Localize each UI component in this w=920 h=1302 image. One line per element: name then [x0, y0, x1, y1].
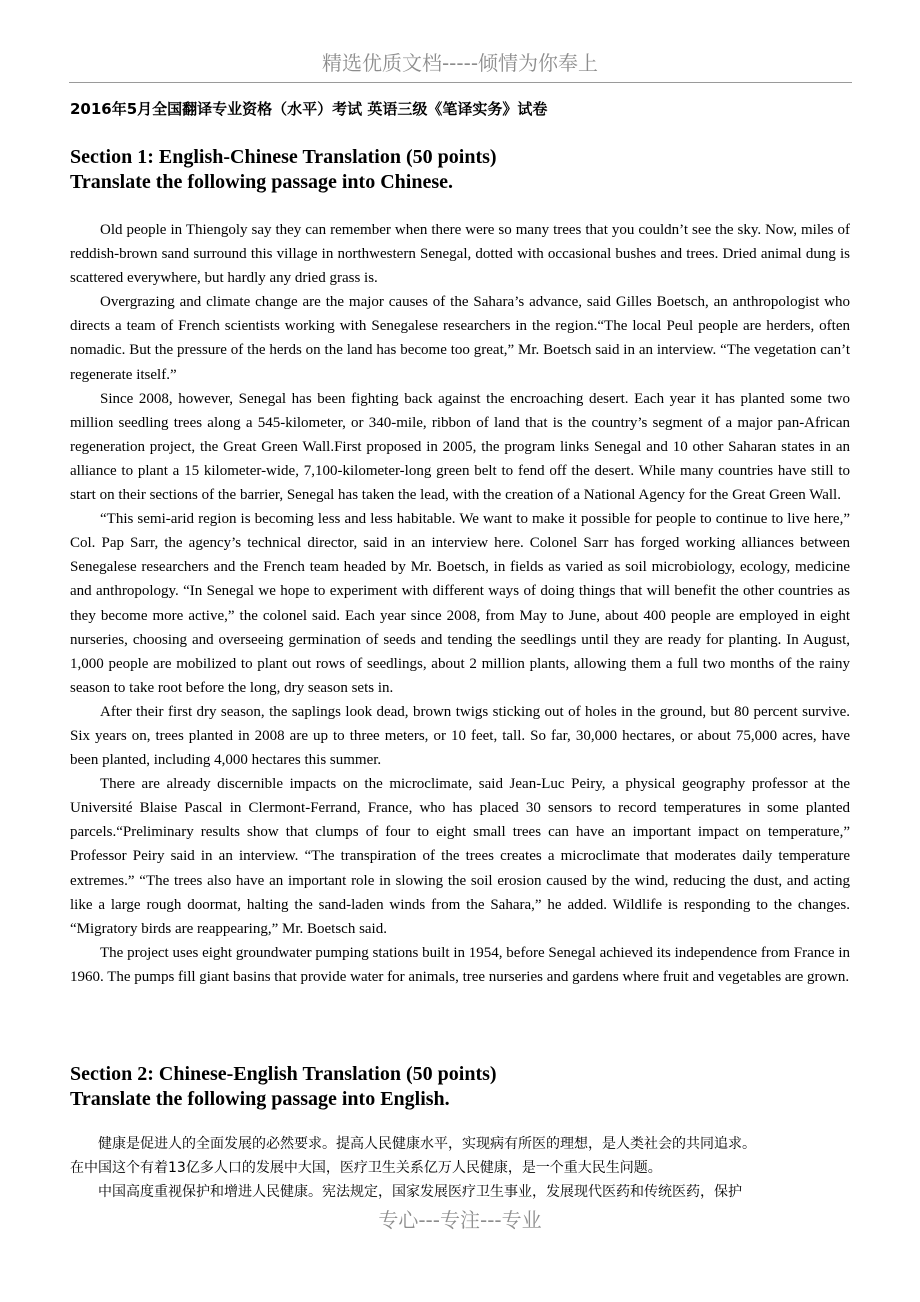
paragraph: Since 2008, however, Senegal has been fighting back against the encroaching desert. Each year it has planted some two million seedling trees along a 545-kilometer, or 340-mile, ribbon of land that is the country’s segment of a major pan-African regeneration project, the Great Green Wall.First proposed in 2005, the program links Senegal and 10 other Saharan states in an alliance to plant a 15 kilometer-wide, 7,100-kilometer-long green belt to fend off the desert. While many countries have still to start on their sections of the barrier, Senegal has taken the lead, with the creation of a National Agency for the Great Green Wall. — [70, 390, 850, 504]
paragraph: After their first dry season, the saplings look dead, brown twigs sticking out of holes in the ground, but 80 percent survive. Six years on, trees planted in 2008 are up to three meters, or 10 feet, tall. So far, 30,000 hectares, or about 75,000 acres, have been planted, including 4,000 hectares this summer. — [70, 703, 850, 769]
section-2-heading: Section 2: Chinese-English Translation (50 points) — [70, 1063, 497, 1085]
header-divider — [69, 82, 852, 83]
document-title: 2016年5月全国翻译专业资格（水平）考试 英语三级《笔译实务》试卷 — [70, 100, 548, 118]
section-1-passage — [70, 218, 850, 989]
paragraph: The project uses eight groundwater pumping stations built in 1954, before Senegal achieved its independence from France in 1960. The pumps fill giant basins that provide water for animals, tree nurseries and gardens where fruit and vegetables are grown. — [70, 944, 850, 985]
page-header: 精选优质文档-----倾情为你奉上 — [321, 51, 599, 75]
paragraph: Old people in Thiengoly say they can remember when there were so many trees that you couldn’t see the sky. Now, miles of reddish-brown sand surround this village in northwestern Senegal, dotted with occasional bushes and trees. Dried animal dung is scattered everywhere, but hardly any dried grass is. — [70, 222, 850, 287]
section-2-heading-block — [70, 1062, 860, 1112]
section-1-heading: Section 1: English-Chinese Translation (50 points) — [70, 146, 497, 168]
section-1-instruction: Translate the following passage into Chinese. — [70, 171, 453, 193]
paragraph: There are already discernible impacts on the microclimate, said Jean-Luc Peiry, a physical geography professor at the Université Blaise Pascal in Clermont-Ferrand, France, who has placed 30 sensors to record temperatures in some planted parcels.“Preliminary results show that clumps of four to eight small trees can have an important impact on temperature,” Professor Peiry said in an interview. “The transpiration of the trees creates a microclimate that moderates daily temperature extremes.” “The trees also have an important role in slowing the soil erosion caused by the wind, reducing the dust, and acting like a large rough doormat, halting the sand-laden winds from the Sahara,” he added. Wildlife is responding to the changes. “Migratory birds are reappearing,” Mr. Boetsch said. — [70, 776, 850, 937]
section-1-heading-block — [70, 145, 860, 195]
section-2-passage — [70, 1132, 870, 1204]
paragraph: Overgrazing and climate change are the major causes of the Sahara’s advance, said Gilles Boetsch, an anthropologist who directs a team of French scientists working with Senegalese researchers in the region.“The local Peul people are herders, often nomadic. But the pressure of the herds on the land has become too great,” Mr. Boetsch said in an interview. “The vegetation can’t regenerate itself.” — [70, 294, 850, 383]
page-footer: 专心---专注---专业 — [378, 1208, 542, 1232]
paragraph: 健康是促进人的全面发展的必然要求。提高人民健康水平，实现病有所医的理想，是人类社会的共同追求。 — [98, 1136, 756, 1152]
paragraph: 中国高度重视保护和增进人民健康。宪法规定，国家发展医疗卫生事业，发展现代医药和传统医药，保护 — [98, 1184, 742, 1200]
paragraph: 在中国这个有着13亿多人口的发展中大国，医疗卫生关系亿万人民健康，是一个重大民生问题。 — [70, 1160, 662, 1176]
paragraph: “This semi-arid region is becoming less and less habitable. We want to make it possible for people to continue to live here,” Col. Pap Sarr, the agency’s technical director, said in an interview here. Colonel Sarr has forged working alliances between Senegalese researchers and the French team headed by Mr. Boetsch, in fields as varied as soil microbiology, ecology, medicine and anthropology. “In Senegal we hope to experiment with different ways of doing things that will benefit the other countries as they become more active,” the colonel said. Each year since 2008, from May to June, about 400 people are employed in eight nurseries, choosing and overseeing germination of seeds and tending the seedlings until they are ready for planting. In August, 1,000 people are mobilized to plant out rows of seedlings, about 2 million plants, allowing them a full two months of the rainy season to take root before the long, dry season sets in. — [70, 511, 850, 696]
section-2-instruction: Translate the following passage into English. — [70, 1088, 450, 1110]
